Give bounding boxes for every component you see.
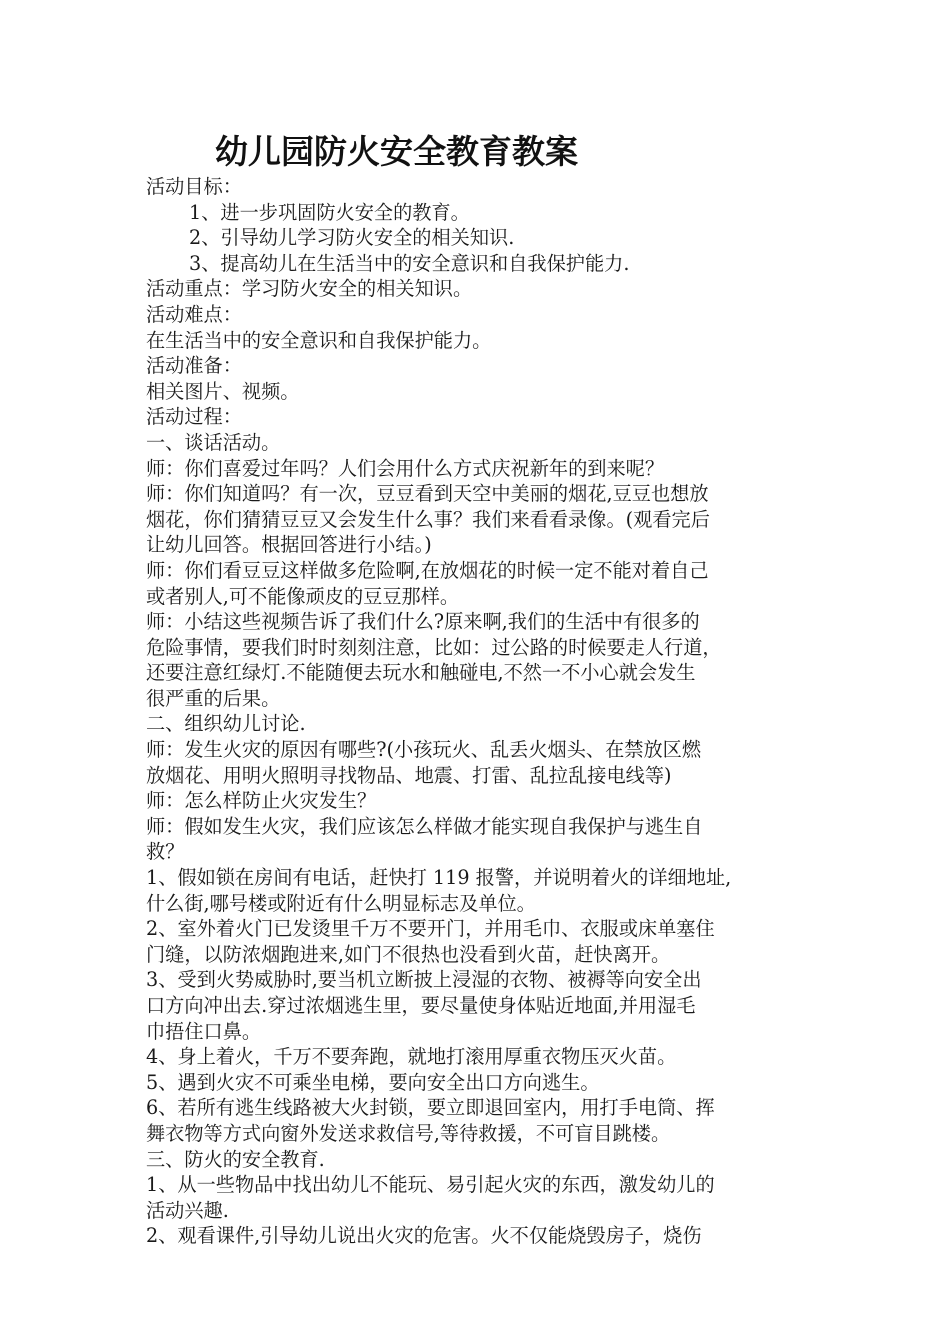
text-line: 师：发生火灾的原因有哪些?(小孩玩火、乱丢火烟头、在禁放区燃 (146, 738, 702, 762)
text-line: 1、从一些物品中找出幼儿不能玩、易引起火灾的东西，激发幼儿的 (146, 1173, 715, 1197)
text-line: 3、受到火势威胁时,要当机立断披上浸湿的衣物、被褥等向安全出 (146, 968, 702, 992)
text-line: 活动兴趣. (146, 1198, 229, 1222)
text-line: 在生活当中的安全意识和自我保护能力。 (146, 328, 492, 352)
text-line: 3、提高幼儿在生活当中的安全意识和自我保护能力. (189, 251, 630, 275)
text-line: 烟花，你们猜猜豆豆又会发生什么事？我们来看看录像。(观看完后 (146, 507, 710, 531)
text-line: 2、室外着火门已发烫里千万不要开门，并用毛巾、衣服或床单塞住 (146, 917, 715, 941)
text-line: 师：怎么样防止火灾发生？ (146, 789, 377, 813)
text-line: 救？ (146, 840, 185, 864)
text-line: 活动重点：学习防火安全的相关知识。 (146, 277, 473, 301)
text-line: 相关图片、视频。 (146, 379, 300, 403)
text-line: 1、进一步巩固防火安全的教育。 (189, 200, 470, 224)
text-line: 口方向冲出去.穿过浓烟逃生里，要尽量使身体贴近地面,并用湿毛 (146, 994, 696, 1017)
text-line: 二、组织幼儿讨论. (146, 712, 306, 736)
text-line: 师：你们看豆豆这样做多危险啊,在放烟花的时候一定不能对着自己 (146, 558, 709, 582)
text-line: 4、身上着火，千万不要奔跑，就地打滚用厚重衣物压灭火苗。 (146, 1045, 677, 1069)
text-line: 2、观看课件,引导幼儿说出火灾的危害。火不仅能烧毁房子，烧伤 (146, 1224, 702, 1248)
text-line: 师：你们知道吗？有一次，豆豆看到天空中美丽的烟花,豆豆也想放 (146, 482, 709, 506)
text-line: 三、防火的安全教育. (146, 1147, 325, 1171)
text-line: 师：小结这些视频告诉了我们什么?原来啊,我们的生活中有很多的 (146, 610, 700, 634)
text-line: 活动过程： (146, 405, 242, 429)
text-line: 还要注意红绿灯.不能随便去玩水和触碰电,不然一不小心就会发生 (146, 661, 696, 685)
text-line: 师：假如发生火灾，我们应该怎么样做才能实现自我保护与逃生自 (146, 814, 703, 838)
text-line: 门缝，以防浓烟跑进来,如门不很热也没看到火苗，赶快离开。 (146, 942, 671, 966)
document-body (146, 174, 810, 1249)
text-line: 让幼儿回答。根据回答进行小结。) (146, 533, 432, 557)
text-line: 很严重的后果。 (146, 686, 281, 710)
text-line: 6、若所有逃生线路被大火封锁，要立即退回室内，用打手电筒、挥 (146, 1096, 715, 1120)
text-line: 或者别人,可不能像顽皮的豆豆那样。 (146, 584, 460, 608)
text-line: 巾捂住口鼻。 (146, 1019, 262, 1043)
text-line: 5、遇到火灾不可乘坐电梯，要向安全出口方向逃生。 (146, 1070, 600, 1094)
text-line: 一、谈话活动。 (146, 430, 281, 454)
text-line: 放烟花、用明火照明寻找物品、地震、打雷、乱拉乱接电线等) (146, 763, 672, 787)
text-line: 活动难点： (146, 302, 242, 326)
text-line: 2、引导幼儿学习防火安全的相关知识. (189, 226, 515, 250)
text-line: 危险事情，要我们时时刻刻注意，比如：过公路的时候要走人行道， (146, 635, 722, 659)
text-line: 什么街,哪号楼或附近有什么明显标志及单位。 (146, 891, 536, 915)
text-line: 活动目标： (146, 175, 242, 198)
text-line: 活动准备： (146, 354, 242, 378)
text-line: 1、假如锁在房间有电话，赶快打 119 报警，并说明着火的详细地址, (146, 866, 732, 890)
text-line: 师：你们喜爱过年吗？人们会用什么方式庆祝新年的到来呢？ (146, 456, 665, 480)
document-title: 幼儿园防火安全教育教案 (215, 132, 578, 171)
text-line: 舞衣物等方式向窗外发送求救信号,等待救援，不可盲目跳楼。 (146, 1121, 671, 1145)
